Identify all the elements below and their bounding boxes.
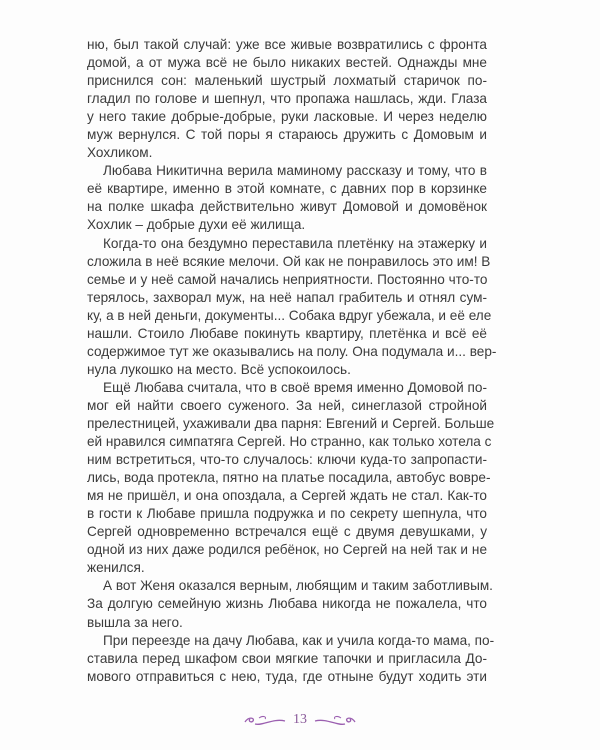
text-line: приснился сон: маленький шустрый лохматый старичок по- <box>87 73 487 89</box>
text-line: Хохликом. <box>87 145 153 161</box>
text-line: женился. <box>87 560 145 576</box>
text-line: содержимое тут же оказывались на полу. Она подумала и... вер- <box>87 343 497 359</box>
text-line: домой, а от мужа всё не было никаких вестей. Однажды мне <box>87 55 487 71</box>
text-line: мя не пришёл, и она опоздала, а Сергей ждать не стал. Как-то <box>87 488 487 504</box>
text-line: Любава Никитична верила маминому рассказу и тому, что в <box>103 163 487 179</box>
text-line: За долгую семейную жизнь Любава никогда не пожалела, что <box>87 596 487 612</box>
page-footer <box>0 708 600 732</box>
body-text <box>87 36 497 686</box>
text-line: в гости к Любаве пришла подружка и по секрету шепнула, что <box>87 506 487 522</box>
right-ornament-icon <box>313 712 357 728</box>
text-line: ей нравился симпатяга Сергей. Но странно, как только хотела с <box>87 434 492 450</box>
text-line: Сергей одновременно встречался ещё с двумя девушками, у <box>87 524 487 540</box>
text-line: муж вернулся. С той поры я стараюсь дружить с Домовым и <box>87 127 487 143</box>
text-line: ним встретиться, что-то случалось: ключи куда-то запропасти- <box>87 452 487 468</box>
text-line: вышла за него. <box>87 614 183 630</box>
text-line: А вот Женя оказался верным, любящим и таким заботливым. <box>103 578 493 594</box>
text-line: на полке шкафа действительно живут Домовой и домовёнок <box>87 199 487 215</box>
text-line: Когда-то она бездумно переставила плетёнку на этажерку и <box>103 235 487 251</box>
text-line: её квартире, именно в этой комнате, с давних пор в корзинке <box>87 181 487 197</box>
text-line: ставила перед шкафом свои мягкие тапочки и пригласила До- <box>87 650 487 666</box>
text-line: терялось, захворал муж, на неё напал грабитель и отнял сум- <box>87 289 487 305</box>
text-line: нула лукошко на место. Всё успокоилось. <box>87 361 351 377</box>
text-line: семье и у неё самой начались неприятности. Постоянно что-то <box>87 271 488 287</box>
text-line: мового отправиться с нею, туда, где отныне будут ходить эти <box>87 668 487 684</box>
text-line: нашли. Стоило Любаве покинуть квартиру, плетёнка и всё её <box>87 325 487 341</box>
text-line: гладил по голове и шепнул, что пропажа нашлась, жди. Глаза <box>87 91 487 107</box>
text-line: Хохлик – добрые духи её жилища. <box>87 217 306 233</box>
text-line: Ещё Любава считала, что в своё время именно Домовой по- <box>103 379 487 395</box>
text-line: прелестницей, ухаживали два парня: Евгений и Сергей. Больше <box>87 415 495 431</box>
text-line: мог ей найти своего суженого. За ней, синеглазой стройной <box>87 397 487 413</box>
text-line: При переезде на дачу Любава, как и учила когда-то мама, по- <box>103 632 495 648</box>
text-line: ку, а в ней деньги, документы... Собака вдруг убежала, и её еле <box>87 307 492 323</box>
page-number: 13 <box>293 712 307 727</box>
text-line: у него такие добрые-добрые, руки ласковые. И через неделю <box>87 109 487 125</box>
text-line: ню, был такой случай: уже все живые возвратились с фронта <box>87 37 487 52</box>
text-line: одной из них даже родился ребёнок, но Сергей на ней так и не <box>87 542 487 558</box>
text-line: сложила в неё всякие мелочи. Ой как не понравилось это им! В <box>87 253 491 269</box>
text-line: лись, вода протекла, пятно на платье посадила, автобус вовре- <box>87 470 491 486</box>
left-ornament-icon <box>243 712 287 728</box>
